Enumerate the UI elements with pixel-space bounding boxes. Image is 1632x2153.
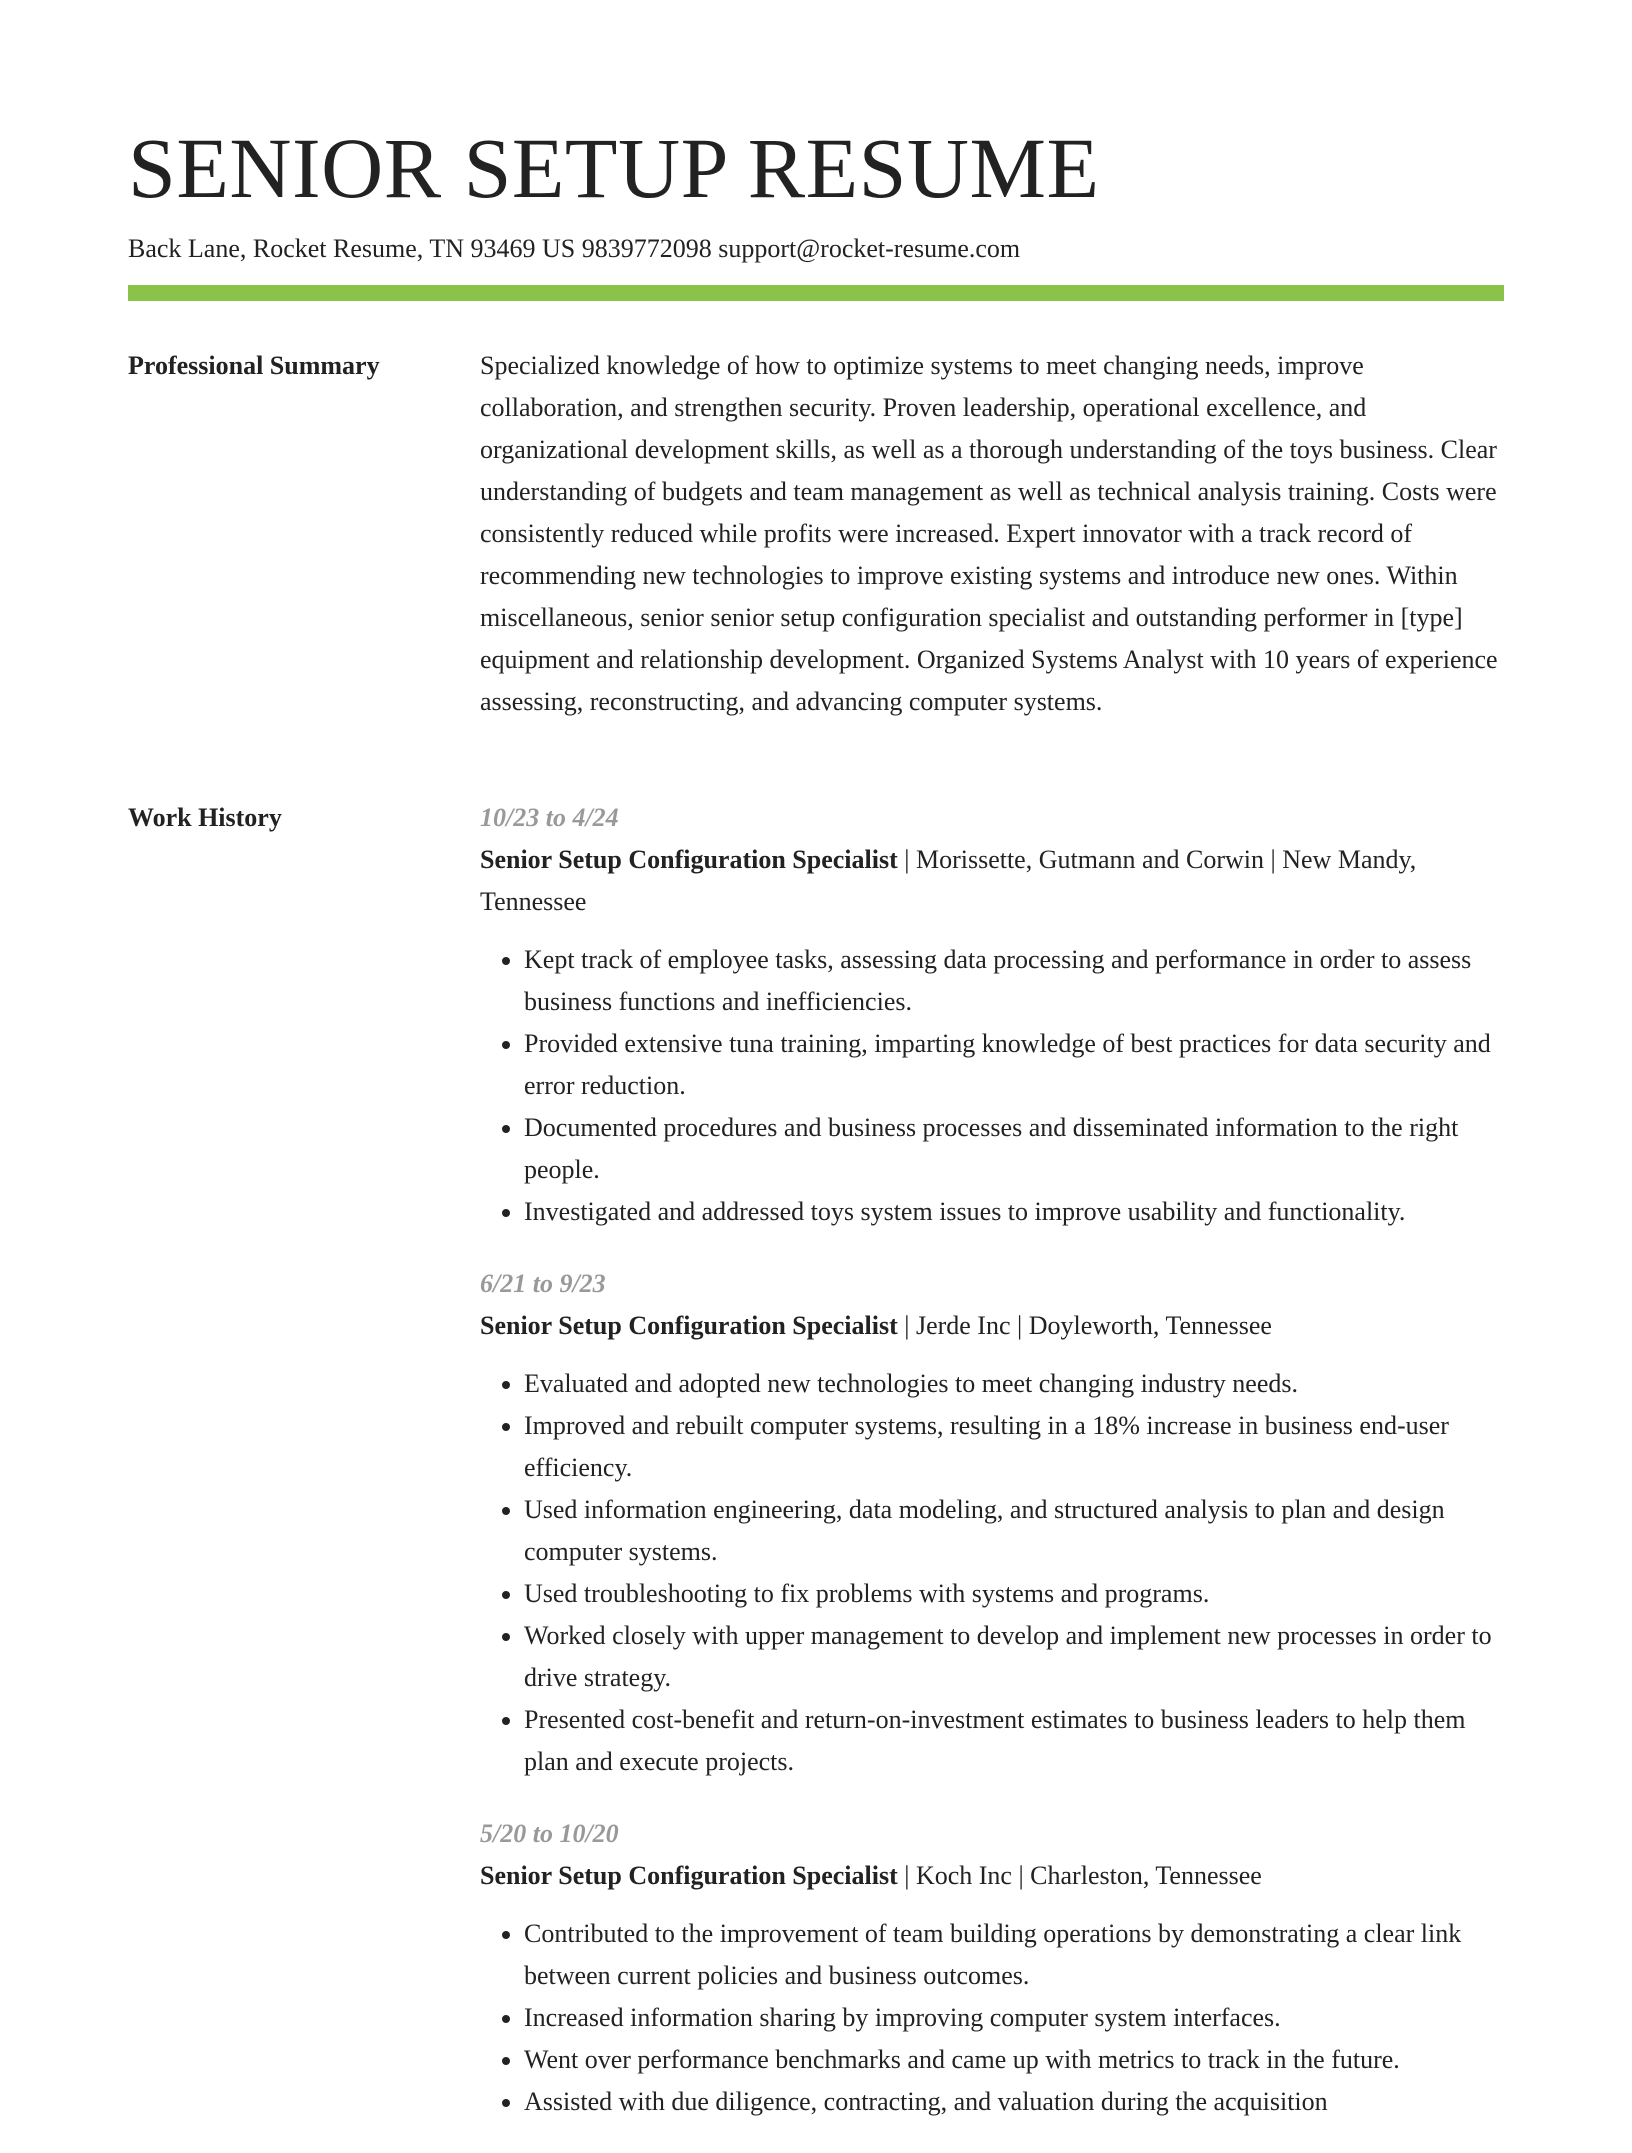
job-title-line (480, 1305, 1504, 1347)
job-dates: 6/21 to 9/23 (480, 1269, 606, 1298)
job-title-line (480, 1855, 1504, 1897)
job-entry (480, 797, 1504, 1233)
job-bullet: • Evaluated and adopted new technologies to meet changing industry needs. (524, 1363, 1504, 1405)
job-entry (480, 1263, 1504, 1783)
header-accent-rule (128, 285, 1504, 301)
job-bullet: • Went over performance benchmarks and came up with metrics to track in the future. (524, 2039, 1504, 2081)
summary-heading: Professional Summary (128, 351, 380, 380)
job-employer-location: | Jerde Inc | Doyleworth, Tennessee (897, 1311, 1272, 1340)
job-bullet-list (480, 939, 1504, 1233)
job-employer-location: | Morissette, Gutmann and Corwin | New Mandy, Tennessee (480, 845, 1417, 916)
job-entry (480, 1813, 1504, 2123)
address: Back Lane, Rocket Resume, TN 93469 US (128, 234, 576, 263)
job-role: Senior Setup Configuration Specialist (480, 1861, 898, 1890)
job-bullet: • Investigated and addressed toys system issues to improve usability and functionality. (524, 1191, 1504, 1233)
job-role: Senior Setup Configuration Specialist (480, 1311, 898, 1340)
work-history-body (480, 797, 1504, 2153)
job-bullet: • Used troubleshooting to fix problems with systems and programs. (524, 1573, 1504, 1615)
contact-line (128, 230, 1020, 268)
job-bullet: • Used information engineering, data modeling, and structured analysis to plan and design computer systems. (524, 1489, 1504, 1573)
job-role: Senior Setup Configuration Specialist (480, 845, 898, 874)
job-bullet: • Provided extensive tuna training, imparting knowledge of best practices for data security and error reduction. (524, 1023, 1504, 1107)
summary-text: Specialized knowledge of how to optimize systems to meet changing needs, improve collaboration, and strengthen security. Proven leadership, operational excellence, and organizational development skills, as well as a thorough understanding of the toys business. Clear understanding of budgets and team management as well as technical analysis training. Costs were consistently reduced while profits were increased. Expert innovator with a track record of recommending new technologies to improve existing systems and introduce new ones. Within miscellaneous, senior senior setup configuration specialist and outstanding performer in [type] equipment and relationship development. Organized Systems Analyst with 10 years of experience assessing, reconstructing, and advancing computer systems. (480, 351, 1498, 716)
job-bullet: • Contributed to the improvement of team building operations by demonstrating a clear link between current policies and business outcomes. (524, 1913, 1504, 1997)
job-dates: 5/20 to 10/20 (480, 1819, 619, 1848)
job-bullet-list (480, 1913, 1504, 2123)
job-bullet: • Assisted with due diligence, contracting, and valuation during the acquisition (524, 2081, 1504, 2123)
job-bullet: • Kept track of employee tasks, assessing data processing and performance in order to assess business functions and inefficiencies. (524, 939, 1504, 1023)
job-title-line (480, 839, 1504, 923)
job-bullet: • Improved and rebuilt computer systems, resulting in a 18% increase in business end-user efficiency. (524, 1405, 1504, 1489)
job-employer-location: | Koch Inc | Charleston, Tennessee (897, 1861, 1262, 1890)
summary-body (480, 345, 1504, 723)
job-bullet: • Presented cost-benefit and return-on-investment estimates to business leaders to help them plan and execute projects. (524, 1699, 1504, 1783)
job-bullet: • Documented procedures and business processes and disseminated information to the right people. (524, 1107, 1504, 1191)
job-bullet-list (480, 1363, 1504, 1783)
work-history-heading: Work History (128, 803, 282, 832)
resume-name: SENIOR SETUP RESUME (128, 120, 1100, 216)
phone: 9839772098 (581, 234, 712, 263)
job-bullet: • Increased information sharing by improving computer system interfaces. (524, 1997, 1504, 2039)
email: support@rocket-resume.com (718, 234, 1021, 263)
job-bullet: • Worked closely with upper management to develop and implement new processes in order to drive strategy. (524, 1615, 1504, 1699)
job-dates: 10/23 to 4/24 (480, 803, 619, 832)
